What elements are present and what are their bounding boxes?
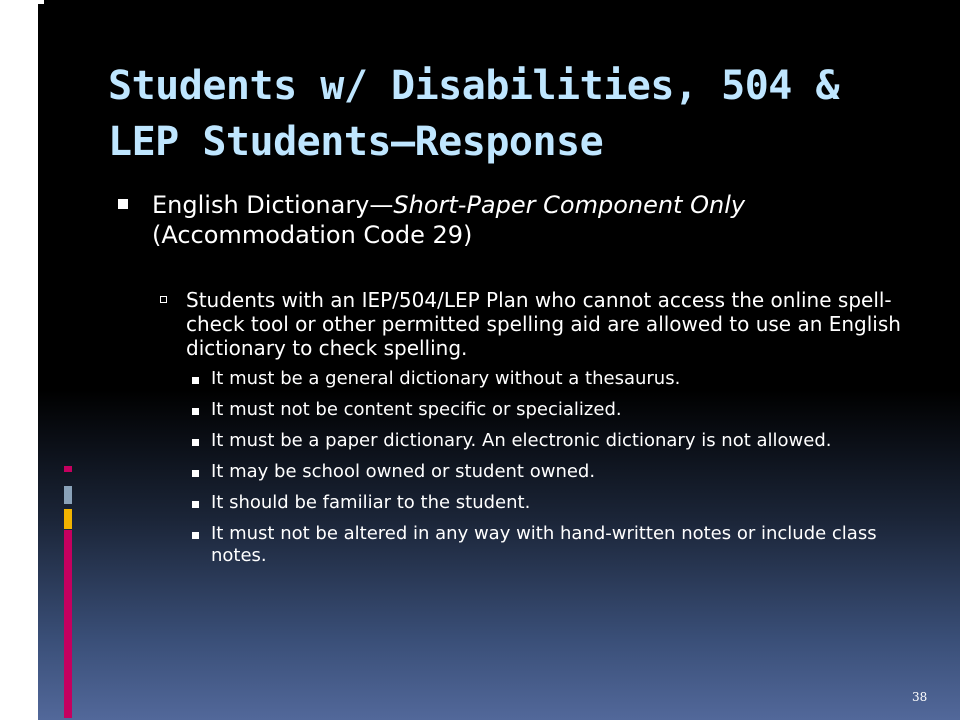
accent-bar-magenta: [64, 530, 72, 718]
bullet-level3: [116, 368, 916, 390]
level3-text: It may be school owned or student owned.: [211, 461, 596, 482]
square-bullet-icon: [192, 470, 199, 477]
bullet-level2: [116, 288, 916, 360]
bullet-level1: [116, 190, 916, 250]
level3-text: It must be a paper dictionary. An electronic dictionary is not allowed.: [211, 430, 832, 451]
accent-bar-gray: [64, 486, 72, 504]
level1-italic: Short-Paper Component Only: [393, 191, 746, 219]
slide-content: [116, 190, 916, 576]
level3-text: It must not be content specific or specialized.: [211, 399, 622, 420]
square-bullet-icon: [118, 199, 128, 209]
left-margin: [0, 0, 38, 720]
square-bullet-icon: [192, 501, 199, 508]
hollow-square-bullet-icon: [160, 296, 167, 303]
level2-text: Students with an IEP/504/LEP Plan who cannot access the online spell-check tool or other permitted spelling aid are allowed to use an English dictionary to check spelling.: [186, 288, 901, 360]
square-bullet-icon: [192, 439, 199, 446]
level1-text: English Dictionary—: [152, 191, 394, 219]
square-bullet-icon: [192, 377, 199, 384]
square-bullet-icon: [192, 408, 199, 415]
bullet-level3: [116, 492, 916, 514]
bullet-level3: [116, 399, 916, 421]
accent-bar-gold: [64, 509, 72, 529]
page-number: 38: [912, 690, 928, 704]
level3-text: It must not be altered in any way with hand-written notes or include class notes.: [211, 523, 877, 566]
bullet-level3: [116, 461, 916, 483]
level1-tail: (Accommodation Code 29): [152, 221, 473, 249]
square-bullet-icon: [192, 532, 199, 539]
level3-text: It should be familiar to the student.: [211, 492, 531, 513]
accent-bar-magenta-small: [64, 466, 72, 472]
bullet-level3: [116, 430, 916, 452]
frame-decoration: [38, 0, 44, 4]
bullet-level3: [116, 523, 916, 567]
level3-text: It must be a general dictionary without a thesaurus.: [211, 368, 681, 389]
slide-title: Students w/ Disabilities, 504 & LEP Students—Response: [108, 63, 840, 165]
